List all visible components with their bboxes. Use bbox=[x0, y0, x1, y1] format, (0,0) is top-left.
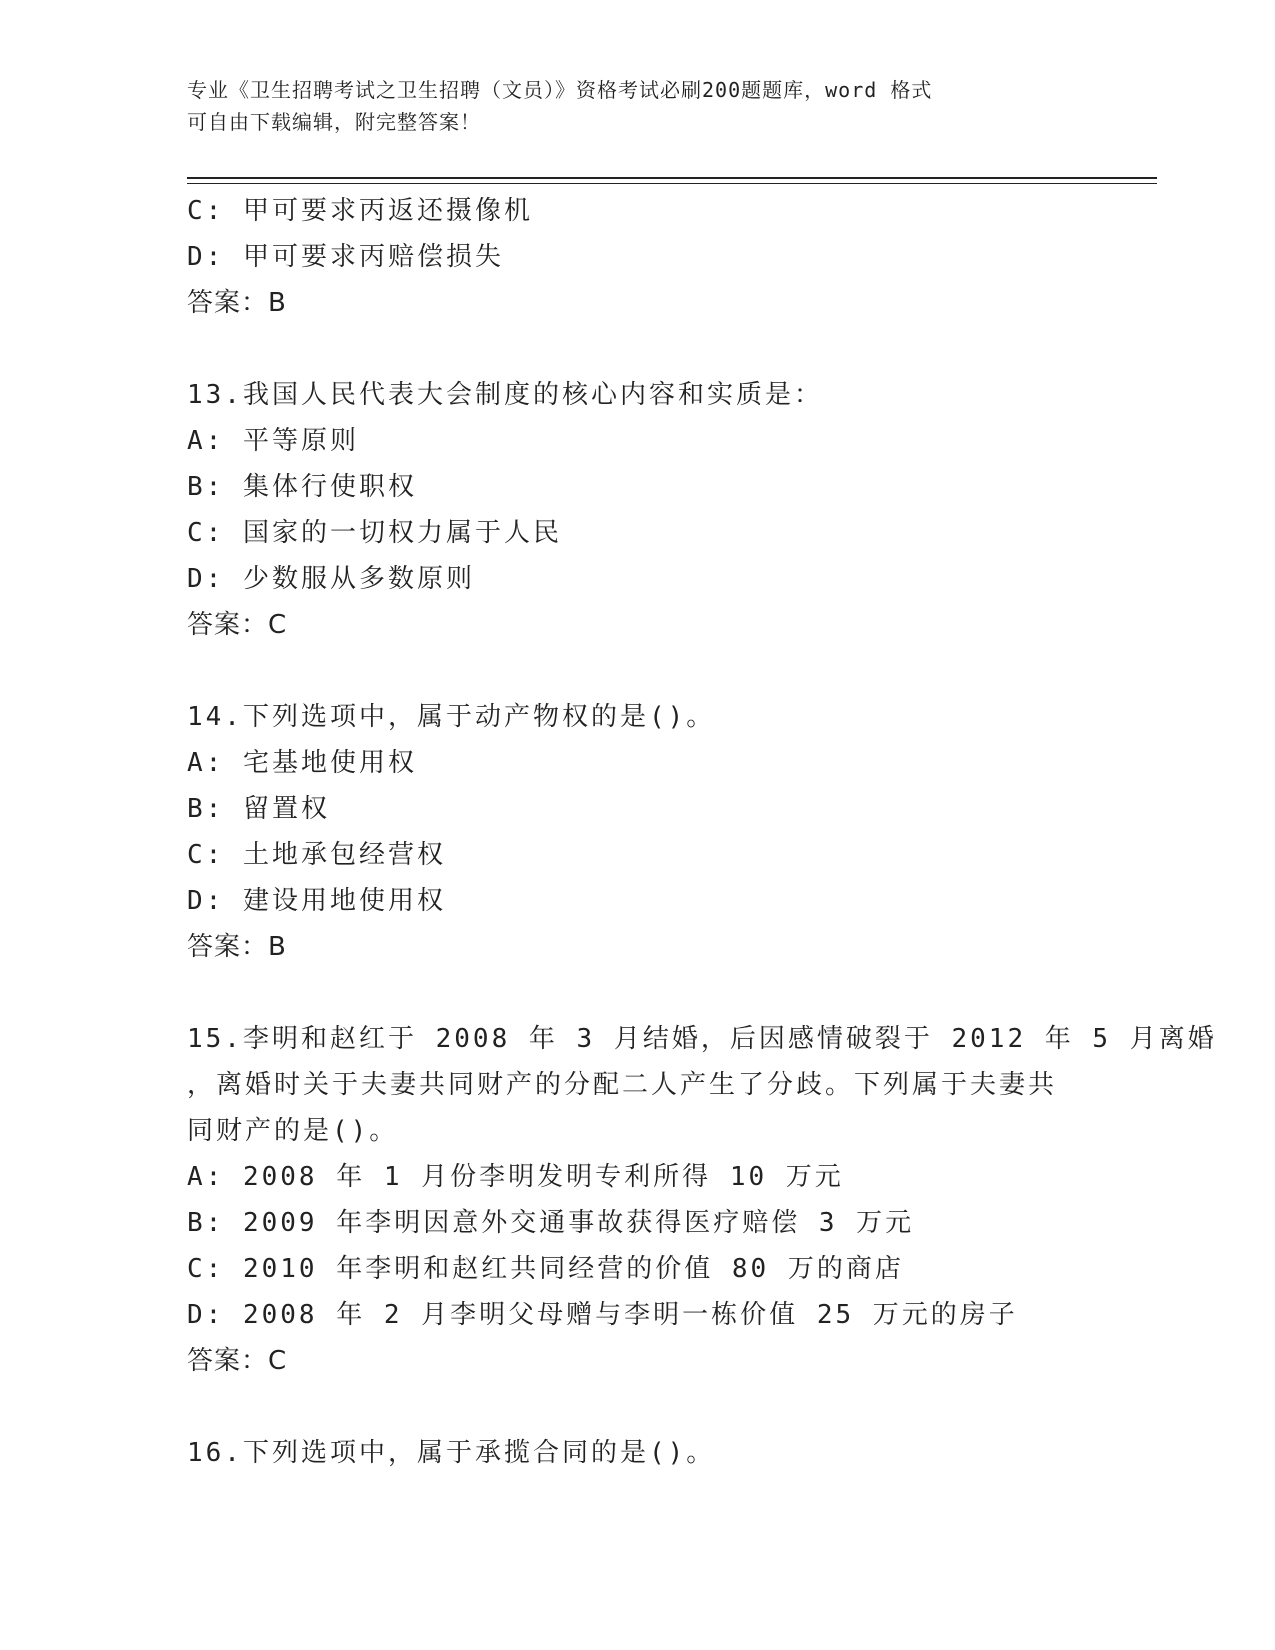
option-c: C: 土地承包经营权 bbox=[187, 840, 446, 870]
document-header bbox=[187, 74, 1087, 138]
option-b: B: 留置权 bbox=[187, 794, 330, 824]
question-block-13 bbox=[187, 372, 1087, 648]
question-stem: 13.我国人民代表大会制度的核心内容和实质是： bbox=[187, 380, 823, 410]
spacer bbox=[187, 1384, 1087, 1430]
option-c: C: 甲可要求丙返还摄像机 bbox=[187, 196, 533, 226]
question-stem: 16.下列选项中，属于承揽合同的是()。 bbox=[187, 1438, 716, 1468]
question-stem-line-1: 15.李明和赵红于 2008 年 3 月结婚，后因感情破裂于 2012 年 5 月离婚 bbox=[187, 1024, 1217, 1054]
option-c: C: 2010 年李明和赵红共同经营的价值 80 万的商店 bbox=[187, 1254, 904, 1284]
option-a: A: 2008 年 1 月份李明发明专利所得 10 万元 bbox=[187, 1162, 844, 1192]
question-stem-line-3: 同财产的是()。 bbox=[187, 1116, 399, 1146]
header-divider-thick bbox=[187, 177, 1157, 179]
spacer bbox=[187, 326, 1087, 372]
question-stem-line-2: ，离婚时关于夫妻共同财产的分配二人产生了分歧。下列属于夫妻共 bbox=[187, 1070, 1058, 1100]
option-b: B: 集体行使职权 bbox=[187, 472, 417, 502]
question-list bbox=[187, 188, 1217, 1476]
option-a: A: 平等原则 bbox=[187, 426, 359, 456]
question-block-prev bbox=[187, 188, 1087, 326]
option-b: B: 2009 年李明因意外交通事故获得医疗赔偿 3 万元 bbox=[187, 1208, 915, 1238]
answer-label: 答案：C bbox=[187, 610, 288, 640]
spacer bbox=[187, 970, 1087, 1016]
option-d: D: 甲可要求丙赔偿损失 bbox=[187, 242, 504, 272]
option-c: C: 国家的一切权力属于人民 bbox=[187, 518, 562, 548]
answer-label: 答案：B bbox=[187, 932, 287, 962]
question-block-16 bbox=[187, 1430, 1087, 1476]
answer-label: 答案：B bbox=[187, 288, 287, 318]
question-block-15 bbox=[187, 1016, 1217, 1384]
header-divider-thin bbox=[187, 183, 1157, 184]
option-d: D: 建设用地使用权 bbox=[187, 886, 446, 916]
option-d: D: 2008 年 2 月李明父母赠与李明一栋价值 25 万元的房子 bbox=[187, 1300, 1018, 1330]
header-title-line-1: 专业《卫生招聘考试之卫生招聘（文员）》资格考试必刷200题题库，word 格式 bbox=[187, 78, 933, 102]
question-stem: 14.下列选项中，属于动产物权的是()。 bbox=[187, 702, 716, 732]
option-a: A: 宅基地使用权 bbox=[187, 748, 417, 778]
option-d: D: 少数服从多数原则 bbox=[187, 564, 475, 594]
header-title-line-2: 可自由下载编辑，附完整答案！ bbox=[187, 110, 481, 134]
spacer bbox=[187, 648, 1087, 694]
question-block-14 bbox=[187, 694, 1087, 970]
answer-label: 答案：C bbox=[187, 1346, 288, 1376]
